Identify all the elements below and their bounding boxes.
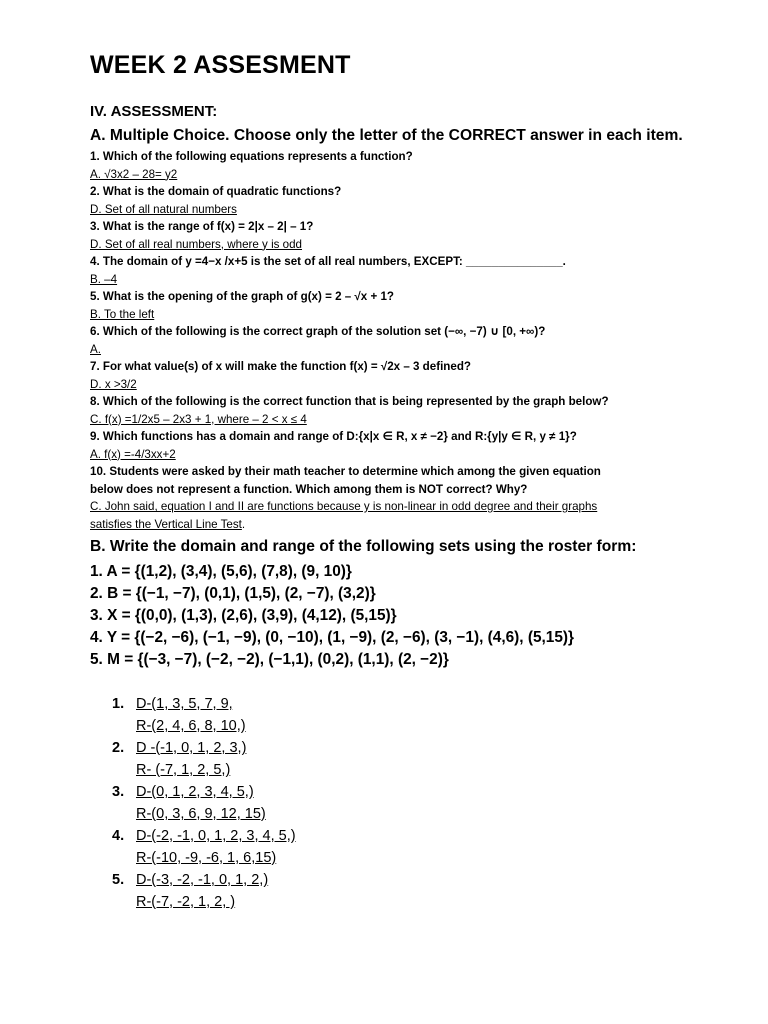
answer-domain: D-(0, 1, 2, 3, 4, 5,) [136,784,254,800]
question-6: 6. Which of the following is the correct graph of the solution set (−∞, −7) ∪ [0, +∞)? [90,325,546,338]
answer-10-line-1: C. John said, equation I and II are functions because y is non-linear in odd degree and their graphs [90,500,598,513]
set-2: 2. B = {(−1, −7), (0,1), (1,5), (2, −7), (3,2)} [90,585,376,602]
question-7: 7. For what value(s) of x will make the function f(x) = √2x – 3 defined? [90,360,471,373]
answer-item-2 [112,737,750,781]
answer-9: A. f(x) =-4/3xx+2 [90,447,176,461]
set-list [90,561,750,671]
answer-domain: D-(-2, -1, 0, 1, 2, 3, 4, 5,) [136,828,296,844]
set-3: 3. X = {(0,0), (1,3), (2,6), (3,9), (4,12), (5,15)} [90,607,397,624]
answer-item-number: 5. [112,872,125,888]
section-b-heading: B. Write the domain and range of the following sets using the roster form: [90,538,637,555]
question-8: 8. Which of the following is the correct function that is being represented by the graph below? [90,395,609,408]
section-iv-heading: IV. ASSESSMENT: [90,103,218,120]
answer-10-period: . [241,517,246,531]
answer-item-4 [112,825,750,869]
answer-item-number: 3. [112,784,125,800]
answer-list [112,693,750,913]
answer-5: B. To the left [90,307,155,321]
question-9: 9. Which functions has a domain and range of D:{x|x ∈ R, x ≠ −2} and R:{y|y ∈ R, y ≠ 1}? [90,430,577,443]
answer-10-line-2: satisfies the Vertical Line Test [90,517,242,531]
answer-item-number: 4. [112,828,125,844]
answer-item-1 [112,693,750,737]
answer-item-number: 1. [112,696,125,712]
question-10-line-2: below does not represent a function. Which among them is NOT correct? Why? [90,482,528,496]
answer-6: A. [90,342,101,356]
answer-item-5 [112,869,750,913]
question-5: 5. What is the opening of the graph of g(x) = 2 – √x + 1? [90,290,394,303]
answer-1: A. √3x2 – 28= y2 [90,167,178,181]
page-title: WEEK 2 ASSESMENT [90,51,351,79]
set-1: 1. A = {(1,2), (3,4), (5,6), (7,8), (9, 10)} [90,563,352,580]
section-a-heading: A. Multiple Choice. Choose only the letter of the CORRECT answer in each item. [90,127,683,144]
answer-range: R-(-10, -9, -6, 1, 6,15) [136,850,277,866]
question-1: 1. Which of the following equations represents a function? [90,150,413,163]
answer-4: B. –4 [90,272,118,286]
answer-range: R-(0, 3, 6, 9, 12, 15) [136,806,266,822]
answer-domain: D -(-1, 0, 1, 2, 3,) [136,740,247,756]
answer-8: C. f(x) =1/2x5 – 2x3 + 1, where – 2 < x ≤ 4 [90,412,307,426]
answer-2: D. Set of all natural numbers [90,202,237,216]
answer-item-3 [112,781,750,825]
document-page [90,50,750,913]
answer-7: D. x >3/2 [90,377,137,391]
answer-range: R-(2, 4, 6, 8, 10,) [136,718,246,734]
answer-range: R-(-7, -2, 1, 2, ) [136,894,236,910]
answer-3: D. Set of all real numbers, where y is odd [90,237,303,251]
question-4: 4. The domain of y =4−x /x+5 is the set of all real numbers, EXCEPT: _______________. [90,255,566,268]
answer-10-line-2-row [90,516,750,534]
set-5: 5. M = {(−3, −7), (−2, −2), (−1,1), (0,2), (1,1), (2, −2)} [90,651,449,668]
question-10-line-1: 10. Students were asked by their math teacher to determine which among the given equation [90,465,601,478]
set-4: 4. Y = {(−2, −6), (−1, −9), (0, −10), (1, −9), (2, −6), (3, −1), (4,6), (5,15)} [90,629,575,646]
answer-domain: D-(1, 3, 5, 7, 9, [136,696,233,712]
question-list [90,148,750,533]
answer-domain: D-(-3, -2, -1, 0, 1, 2,) [136,872,269,888]
answer-range: R- (-7, 1, 2, 5,) [136,762,231,778]
question-2: 2. What is the domain of quadratic functions? [90,185,342,198]
question-3: 3. What is the range of f(x) = 2|x – 2| – 1? [90,220,314,233]
answer-item-number: 2. [112,740,125,756]
